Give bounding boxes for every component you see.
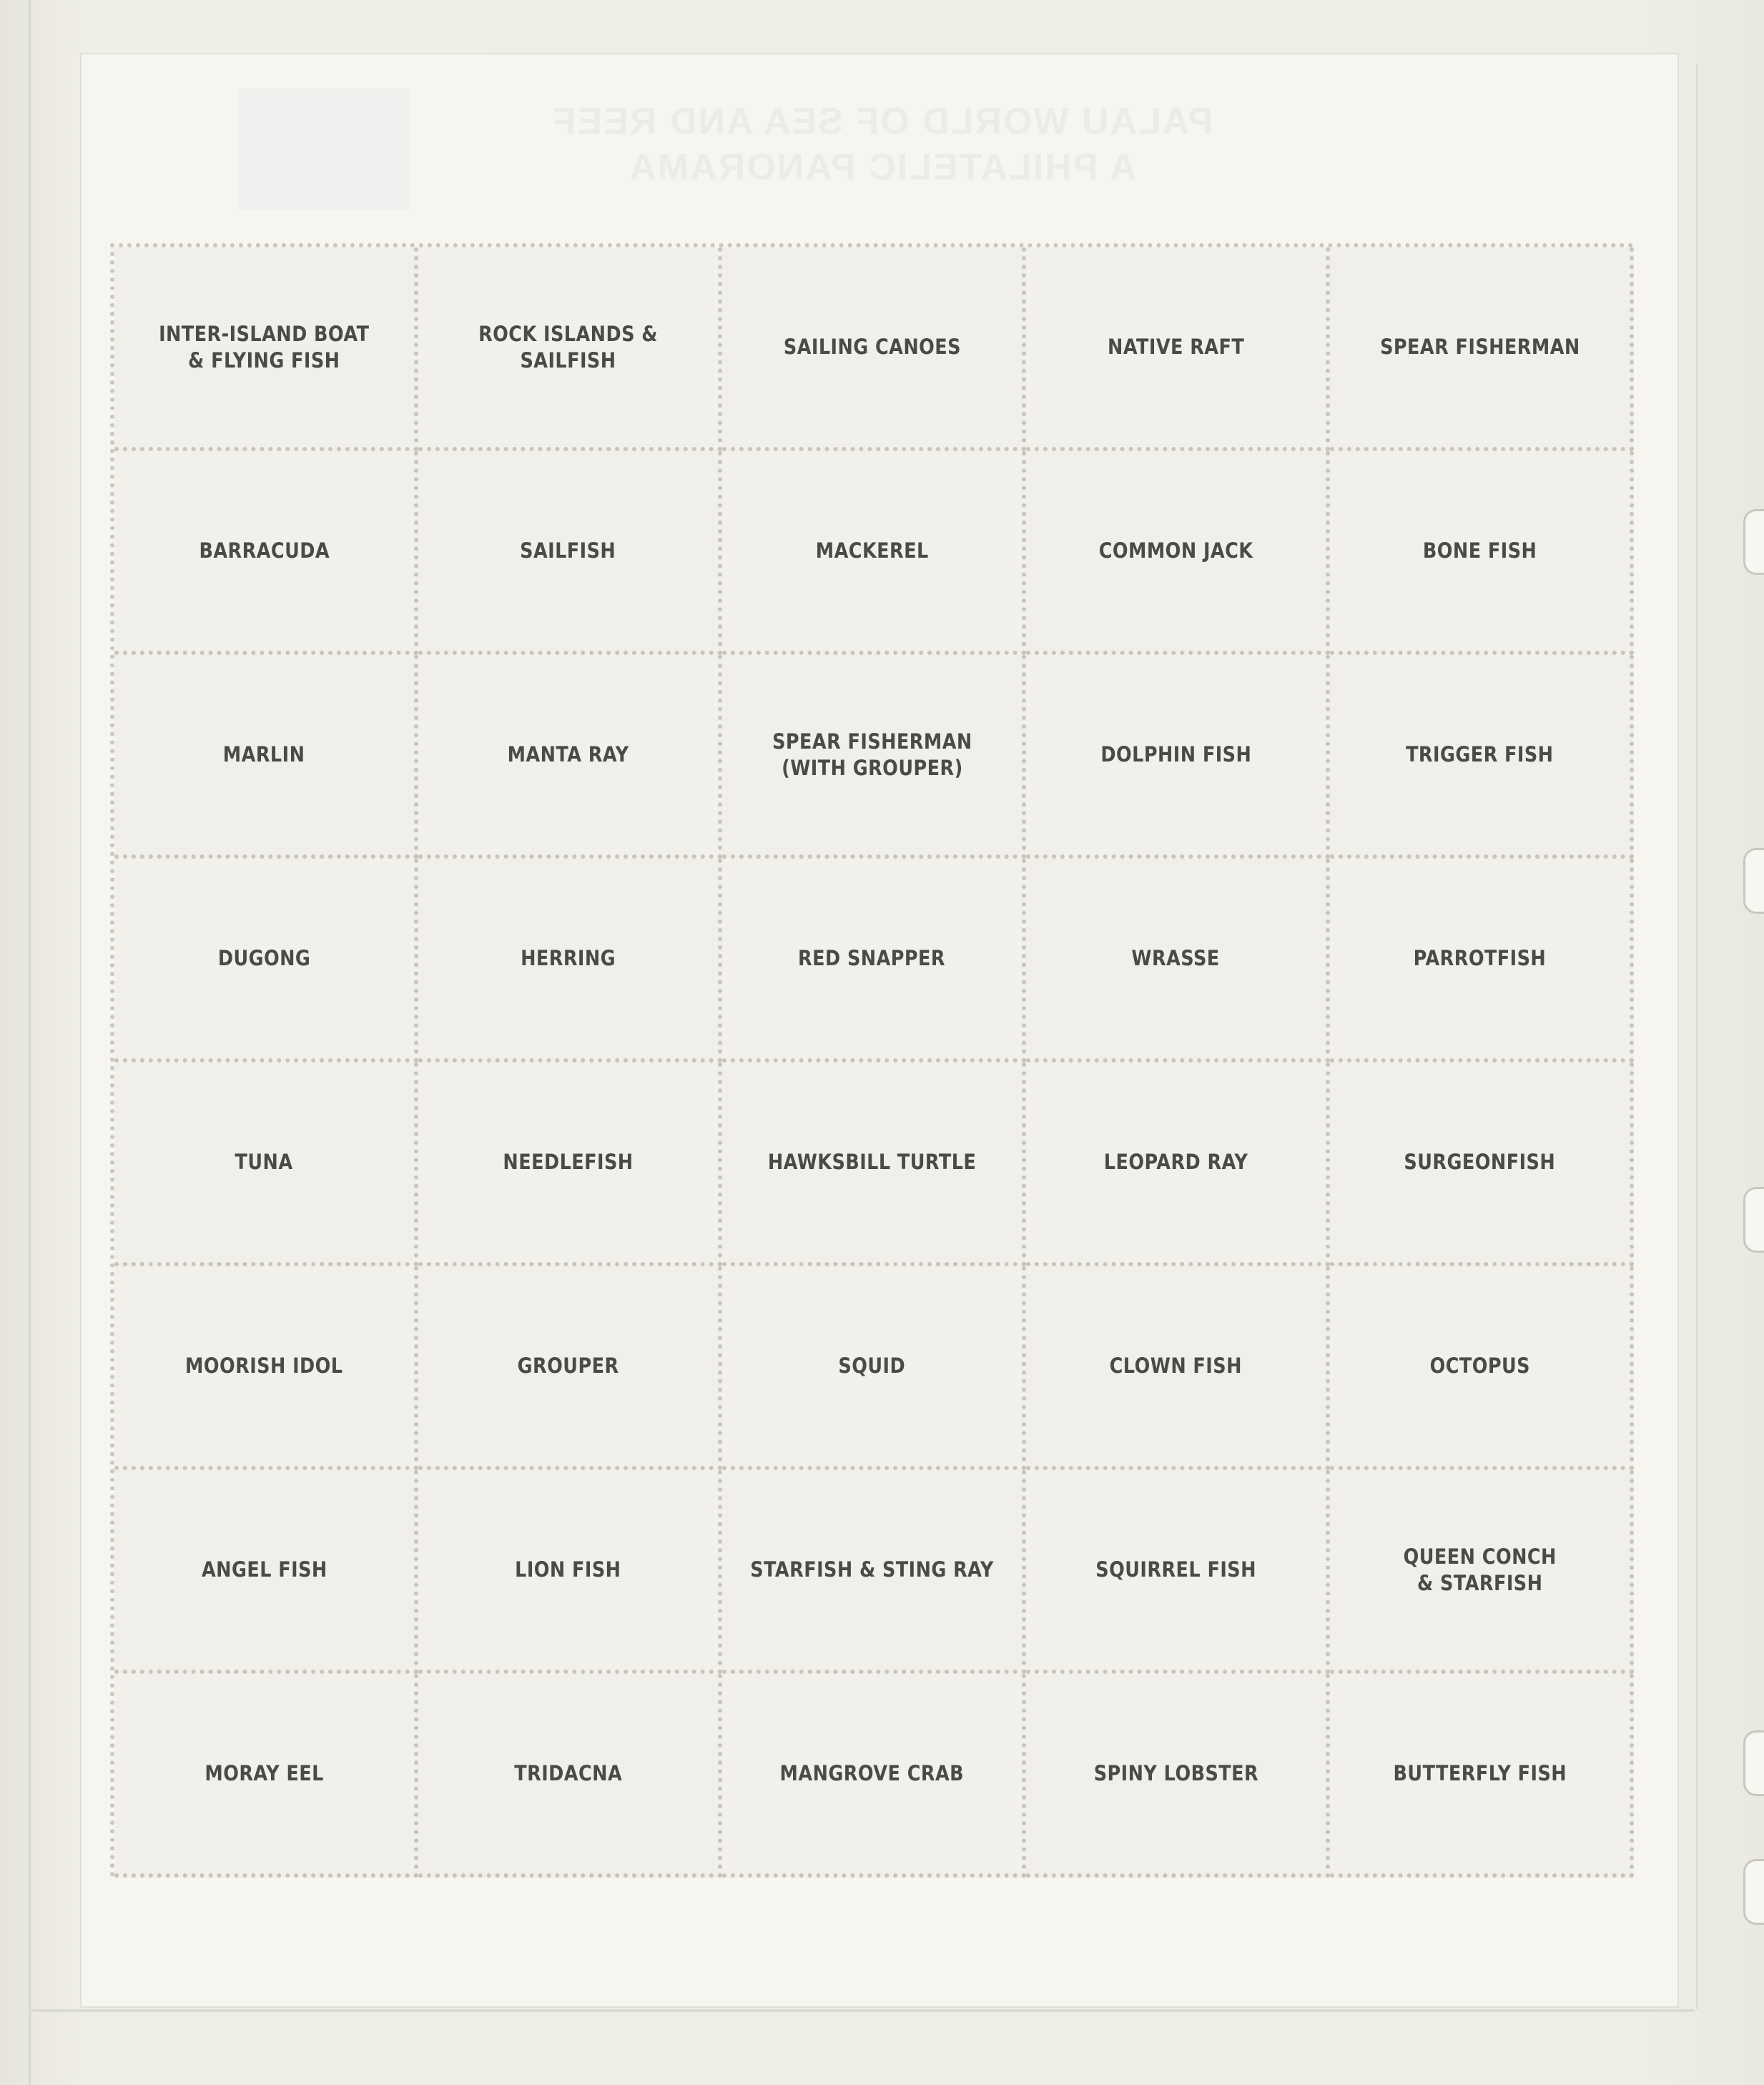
stamp-cell <box>114 1674 418 1878</box>
stamp-cell <box>1026 1470 1330 1674</box>
stamp-label: NATIVE RAFT <box>1107 335 1245 359</box>
stamp-cell <box>1330 1266 1634 1470</box>
stamp-label: BARRACUDA <box>199 538 330 563</box>
stamp-label: ROCK ISLANDS & SAILFISH <box>478 321 658 373</box>
stamp-label: SQUID <box>838 1354 906 1378</box>
stamp-label: RED SNAPPER <box>798 946 946 970</box>
stamp-cell <box>1330 1674 1634 1878</box>
stamp-label: SPEAR FISHERMAN (WITH GROUPER) <box>772 729 972 780</box>
binder-tab <box>1743 509 1764 575</box>
stamp-cell <box>418 247 722 451</box>
stamp-cell <box>1026 451 1330 655</box>
stamp-cell <box>418 1674 722 1878</box>
stamp-grid <box>110 243 1634 1878</box>
stamp-label: SQUIRREL FISH <box>1095 1557 1256 1582</box>
stamp-label: SURGEONFISH <box>1404 1150 1556 1174</box>
stamp-cell <box>1330 247 1634 451</box>
stamp-cell <box>1026 1063 1330 1266</box>
stamp-label: COMMON JACK <box>1098 538 1253 563</box>
stamp-sheet <box>82 54 1677 2006</box>
stamp-label: MOORISH IDOL <box>185 1354 343 1378</box>
stamp-label: PARROTFISH <box>1413 946 1547 970</box>
stamp-label: MANTA RAY <box>507 742 629 767</box>
stamp-cell <box>722 1266 1026 1470</box>
stamp-cell <box>722 1063 1026 1266</box>
stamp-cell <box>722 655 1026 859</box>
stamp-cell <box>114 1470 418 1674</box>
stamp-cell <box>1026 1674 1330 1878</box>
stamp-label: SPEAR FISHERMAN <box>1379 335 1580 359</box>
stamp-cell <box>418 655 722 859</box>
stamp-cell <box>1330 859 1634 1063</box>
stamp-label: OCTOPUS <box>1429 1354 1530 1378</box>
stamp-label: LION FISH <box>515 1557 621 1582</box>
stamp-label: SAILFISH <box>520 538 616 563</box>
stamp-cell <box>722 1674 1026 1878</box>
stamp-label: GROUPER <box>517 1354 619 1378</box>
stamp-label: MARLIN <box>223 742 305 767</box>
stamp-label: NEEDLEFISH <box>503 1150 634 1174</box>
stamp-cell <box>114 451 418 655</box>
stamp-label: TRIGGER FISH <box>1406 742 1554 767</box>
stamp-cell <box>1026 859 1330 1063</box>
show-through-image-block <box>239 89 410 210</box>
sleeve-right-edge <box>1696 64 1698 2009</box>
stamp-cell <box>1330 655 1634 859</box>
stamp-label: TRIDACNA <box>514 1761 622 1785</box>
binder-tab <box>1743 1187 1764 1253</box>
stamp-label: HAWKSBILL TURTLE <box>767 1150 977 1174</box>
stamp-cell <box>1026 247 1330 451</box>
stamp-cell <box>1330 1063 1634 1266</box>
stamp-cell <box>114 1063 418 1266</box>
stamp-cell <box>418 1063 722 1266</box>
stamp-cell <box>722 247 1026 451</box>
binder-tab <box>1743 848 1764 914</box>
stamp-cell <box>114 655 418 859</box>
stamp-label: ANGEL FISH <box>201 1557 327 1582</box>
stamp-label: HERRING <box>521 946 616 970</box>
stamp-cell <box>722 1470 1026 1674</box>
stamp-cell <box>114 859 418 1063</box>
stamp-label: MANGROVE CRAB <box>779 1761 965 1785</box>
stamp-label: INTER-ISLAND BOAT & FLYING FISH <box>159 321 370 373</box>
stamp-cell <box>418 1470 722 1674</box>
stamp-label: SAILING CANOES <box>783 335 961 359</box>
stamp-cell <box>418 451 722 655</box>
sleeve-left-edge <box>29 0 31 2085</box>
stamp-label: STARFISH & STING RAY <box>750 1557 994 1582</box>
stamp-cell <box>114 1266 418 1470</box>
stamp-label: CLOWN FISH <box>1109 1354 1243 1378</box>
stamp-label: DUGONG <box>217 946 311 970</box>
stamp-label: WRASSE <box>1131 946 1221 970</box>
stamp-cell <box>722 859 1026 1063</box>
show-through-title-line: PALAU WORLD OF SEA AND REEF <box>551 101 1213 142</box>
stamp-label: BUTTERFLY FISH <box>1393 1761 1567 1785</box>
stamp-label: TUNA <box>235 1150 293 1174</box>
binder-tab <box>1743 1730 1764 1796</box>
stamp-label: DOLPHIN FISH <box>1100 742 1251 767</box>
stamp-cell <box>418 859 722 1063</box>
stamp-label: LEOPARD RAY <box>1103 1150 1248 1174</box>
stamp-label: MORAY EEL <box>205 1761 324 1785</box>
stamp-cell <box>722 451 1026 655</box>
stamp-cell <box>1026 655 1330 859</box>
show-through-title <box>453 99 1311 190</box>
stamp-label: SPINY LOBSTER <box>1093 1761 1258 1785</box>
show-through-title-line: A PHILATELIC PANORAMA <box>628 147 1137 188</box>
stamp-cell <box>1330 1470 1634 1674</box>
stamp-label: QUEEN CONCH & STARFISH <box>1403 1544 1557 1595</box>
stamp-label: BONE FISH <box>1422 538 1537 563</box>
sheet-header <box>82 54 1677 240</box>
sleeve-bottom-edge <box>29 2009 1695 2012</box>
stamp-cell <box>418 1266 722 1470</box>
stamp-cell <box>1026 1266 1330 1470</box>
binder-tab <box>1743 1859 1764 1925</box>
stamp-cell <box>1330 451 1634 655</box>
stamp-cell <box>114 247 418 451</box>
stamp-label: MACKEREL <box>815 538 929 563</box>
